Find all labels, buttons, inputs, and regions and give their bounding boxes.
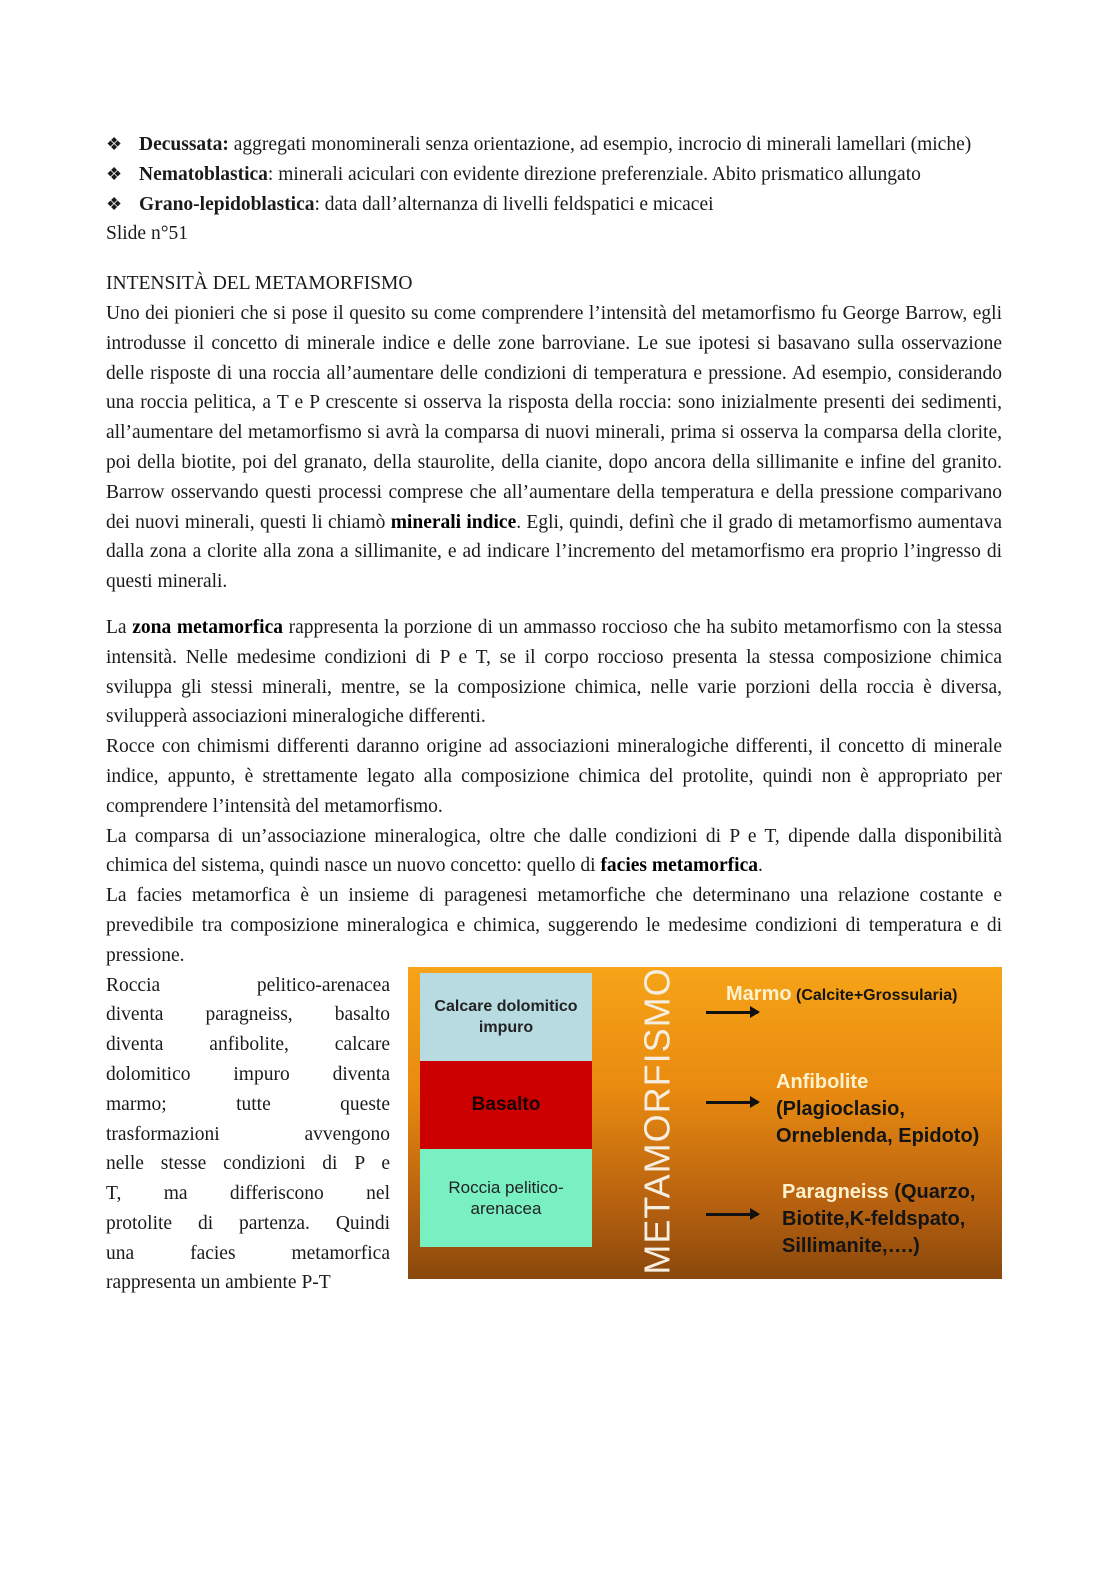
list-item <box>106 130 1002 160</box>
text: . Egli, quindi, definì che il grado di metamorfismo aumentava dalla zona a clorite alla zona a sillimanite, e ad indicare l’incremento del metamorfismo era proprio l’ingresso di questi minerali. <box>106 511 1002 593</box>
text: La comparsa di un’associazione mineralogica, oltre che dalle condizioni di P e T, dipende dalla disponibilità chimica del sistema, quindi nasce un nuovo concetto: quello di <box>106 825 1002 877</box>
spacer <box>106 597 1002 613</box>
definition: : minerali aciculari con evidente direzione preferenziale. Abito prismatico allungato <box>267 163 921 185</box>
arrow-right-icon <box>706 1011 758 1014</box>
line: dolomitico impuro diventa <box>106 1063 390 1085</box>
slide-reference: Slide n°51 <box>106 223 189 245</box>
product-paragneiss <box>782 1179 1000 1260</box>
line: Roccia pelitico-arenacea <box>106 974 390 996</box>
product-name: Anfibolite <box>776 1070 869 1093</box>
line: una facies metamorfica <box>106 1242 390 1264</box>
page-content <box>106 130 1002 1301</box>
section-heading: INTENSITÀ DEL METAMORFISMO <box>106 273 413 295</box>
metamorphism-diagram <box>408 967 1002 1279</box>
term: Nematoblastica <box>139 163 268 185</box>
text: La <box>106 616 133 638</box>
texture-list <box>106 130 1002 219</box>
text: . <box>757 855 763 877</box>
product-marmo <box>726 981 996 1009</box>
paragraph-facies <box>106 822 1002 882</box>
arrow-right-icon <box>706 1101 758 1104</box>
paragraph-zona <box>106 613 1002 732</box>
product-minerals: (Plagioclasio, Orneblenda, Epidoto) <box>776 1097 980 1147</box>
side-paragraph <box>106 971 390 1299</box>
line: diventa anfibolite, calcare <box>106 1034 390 1056</box>
key-term: facies metamorfica <box>600 855 758 877</box>
line: nelle stesse condizioni di P e <box>106 1153 390 1175</box>
paragraph-barrow <box>106 299 1002 597</box>
product-minerals: (Quarzo, Biotite,K-feldspato, Sillimanite,….) <box>782 1180 976 1257</box>
line: protolite di partenza. Quindi <box>106 1212 390 1234</box>
metamorphism-axis-label <box>608 966 708 1275</box>
product-name: Marmo <box>726 982 792 1005</box>
key-term: minerali indice <box>390 511 517 533</box>
text: rappresenta la porzione di un ammasso roccioso che ha subito metamorfismo con la stessa intensità. Nelle medesime condizioni di P e T, se il corpo roccioso presenta la stessa composizione chimica sviluppa gli stessi minerali, mentre, se la composizione chimica, nelle varie porzioni della roccia è diversa, svilupperà associazioni mineralogiche differenti. <box>106 616 1002 728</box>
line: trasformazioni avvengono <box>106 1123 390 1145</box>
diamond-bullet-icon: ❖ <box>106 163 123 184</box>
line: T, ma differiscono nel <box>106 1183 390 1205</box>
definition: : data dall’alternanza di livelli feldspatici e micacei <box>314 193 714 215</box>
text: Uno dei pionieri che si pose il quesito su come comprendere l’intensità del metamorfismo fu George Barrow, egli introdusse il concetto di minerale indice e delle zone barroviane. Le sue ipotesi si basavano sulla osservazione delle risposte di una roccia all’aumentare delle condizioni di temperatura e pressione. Ad esempio, considerando una roccia pelitica, a T e P crescente si osserva la risposta della roccia: sono inizialmente presenti dei sedimenti, all’aumentare del metamorfismo si avrà la comparsa di nuovi minerali, prima si osserva la comparsa della clorite, poi della biotite, poi del granato, della staurolite, della cianite, dopo ancora della sillimanite e infine del granito. Barrow osservando questi processi comprese che all’aumentare della temperatura e della pressione comparivano dei nuovi minerali, questi li chiamò <box>106 302 1002 533</box>
line: marmo; tutte queste <box>106 1093 390 1115</box>
definition: aggregati monominerali senza orientazione, ad esempio, incrocio di minerali lamellari (miche) <box>228 134 972 155</box>
product-minerals: (Calcite+Grossularia) <box>791 986 958 1004</box>
arrow-right-icon <box>706 1213 758 1216</box>
term: Grano-lepidoblastica <box>139 193 315 215</box>
list-item <box>106 160 1002 190</box>
paragraph-chimismi: Rocce con chimismi differenti daranno origine ad associazioni mineralogiche differenti, il concetto di minerale indice, appunto, è strettamente legato alla composizione chimica del protolite, quindi non è appropriato per comprendere l’intensità del metamorfismo. <box>106 736 1002 817</box>
diamond-bullet-icon: ❖ <box>106 193 123 214</box>
product-name: Paragneiss <box>782 1180 889 1203</box>
vertical-text: METAMORFISMO <box>637 966 678 1275</box>
rock-pelitica: Roccia pelitico-arenacea <box>420 1149 592 1247</box>
term: Decussata: <box>139 134 229 155</box>
diamond-bullet-icon: ❖ <box>106 134 123 154</box>
rock-calcare: Calcare dolomitico impuro <box>420 973 592 1061</box>
list-item <box>106 190 1002 220</box>
product-anfibolite <box>776 1069 1002 1150</box>
rock-basalto: Basalto <box>420 1061 592 1149</box>
line: diventa paragneiss, basalto <box>106 1004 390 1026</box>
paragraph-facies-def: La facies metamorfica è un insieme di paragenesi metamorfiche che determinano una relazione costante e prevedibile tra composizione mineralogica e chimica, suggerendo le medesime condizioni di temperatura e di pressione. <box>106 885 1002 966</box>
text-figure-row <box>106 966 1002 1301</box>
line: rappresenta un ambiente P-T <box>106 1272 331 1294</box>
key-term: zona metamorfica <box>132 616 283 638</box>
